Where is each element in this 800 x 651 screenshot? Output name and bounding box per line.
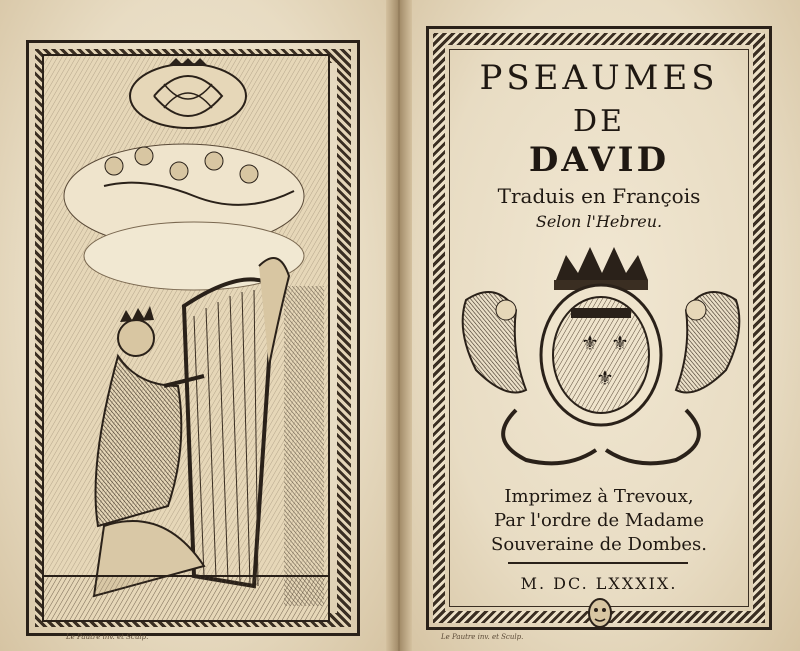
imprint-line-1: Imprimez à Trevoux, — [504, 486, 694, 507]
subtitle-line-1: Traduis en François — [497, 184, 701, 208]
royal-coat-of-arms — [456, 240, 746, 470]
king-david-harp-engraving — [44, 56, 330, 622]
imprint-line-3: Souveraine de Dombes. — [490, 534, 707, 555]
publication-date: M. DC. LXXXIX. — [520, 574, 678, 593]
book-gutter — [386, 0, 412, 651]
svg-text:⚜: ⚜ — [611, 331, 629, 355]
angel-supporter-right — [676, 292, 739, 393]
fleur-de-lis-shield — [541, 285, 661, 425]
subtitle-line-2: Selon l'Hebreu. — [535, 212, 663, 231]
mascaron-ornament-icon — [586, 596, 614, 630]
svg-text:⚜: ⚜ — [596, 366, 614, 390]
imprint-line-2: Par l'ordre de Madame — [493, 510, 705, 531]
title-line-1: PSEAUMES — [479, 58, 719, 98]
frontispiece-plate — [42, 54, 330, 622]
title-line-3: DAVID — [528, 140, 670, 180]
svg-text:⚜: ⚜ — [581, 331, 599, 355]
title-page-engraver-credit: Le Pautre inv. et Sculp. — [441, 633, 524, 641]
angel-supporter-left — [463, 292, 526, 393]
title-line-2: DE — [573, 104, 625, 139]
imprint-divider-rule — [508, 562, 688, 564]
frontispiece-engraver-credit: Le Pautre inv. et Sculp. — [66, 633, 149, 641]
